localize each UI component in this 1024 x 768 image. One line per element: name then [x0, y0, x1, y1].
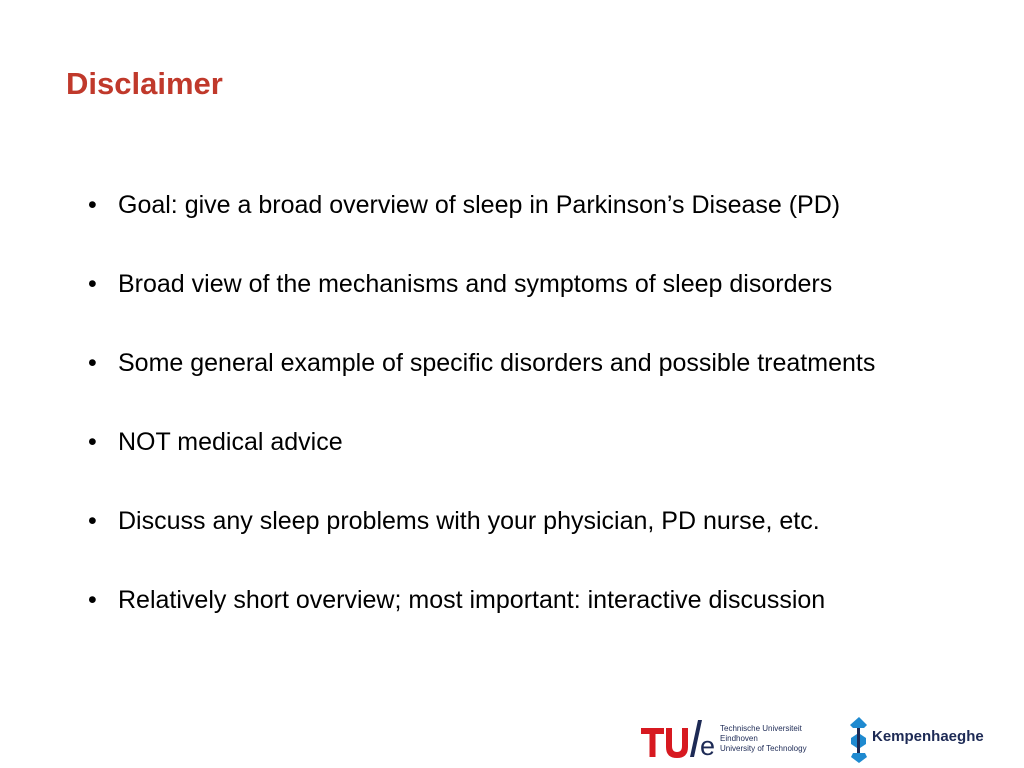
bullet-item [88, 344, 875, 383]
bullet-item [88, 423, 875, 462]
kempenhaeghe-logo [846, 710, 996, 766]
bullet-text: NOT medical advice [118, 428, 343, 456]
bullet-marker: • [88, 270, 97, 298]
tue-logo-text: Technische Universiteit Eindhoven University of Technology [720, 724, 807, 753]
bullet-text: Relatively short overview; most important: interactive discussion [118, 586, 826, 614]
tue-logo-icon [640, 718, 716, 760]
bullet-marker: • [88, 191, 97, 219]
bullet-marker: • [88, 586, 97, 614]
bullet-text: Broad view of the mechanisms and symptoms of sleep disorders [118, 270, 833, 298]
bullet-item [88, 581, 875, 620]
bullet-marker: • [88, 428, 97, 456]
bullet-item [88, 502, 875, 541]
kempenhaeghe-logo-icon [846, 714, 870, 764]
bullet-list [88, 186, 875, 660]
bullet-marker: • [88, 349, 97, 377]
bullet-text: Goal: give a broad overview of sleep in Parkinson’s Disease (PD) [118, 191, 841, 219]
tue-logo [640, 710, 820, 766]
svg-text:e: e [700, 731, 716, 760]
bullet-marker: • [88, 507, 97, 535]
bullet-text: Discuss any sleep problems with your physician, PD nurse, etc. [118, 507, 820, 535]
kempenhaeghe-logo-text: Kempenhaeghe [872, 728, 984, 745]
bullet-item [88, 265, 875, 304]
bullet-text: Some general example of specific disorders and possible treatments [118, 349, 876, 377]
bullet-item [88, 186, 875, 225]
slide-title: Disclaimer [66, 66, 223, 101]
